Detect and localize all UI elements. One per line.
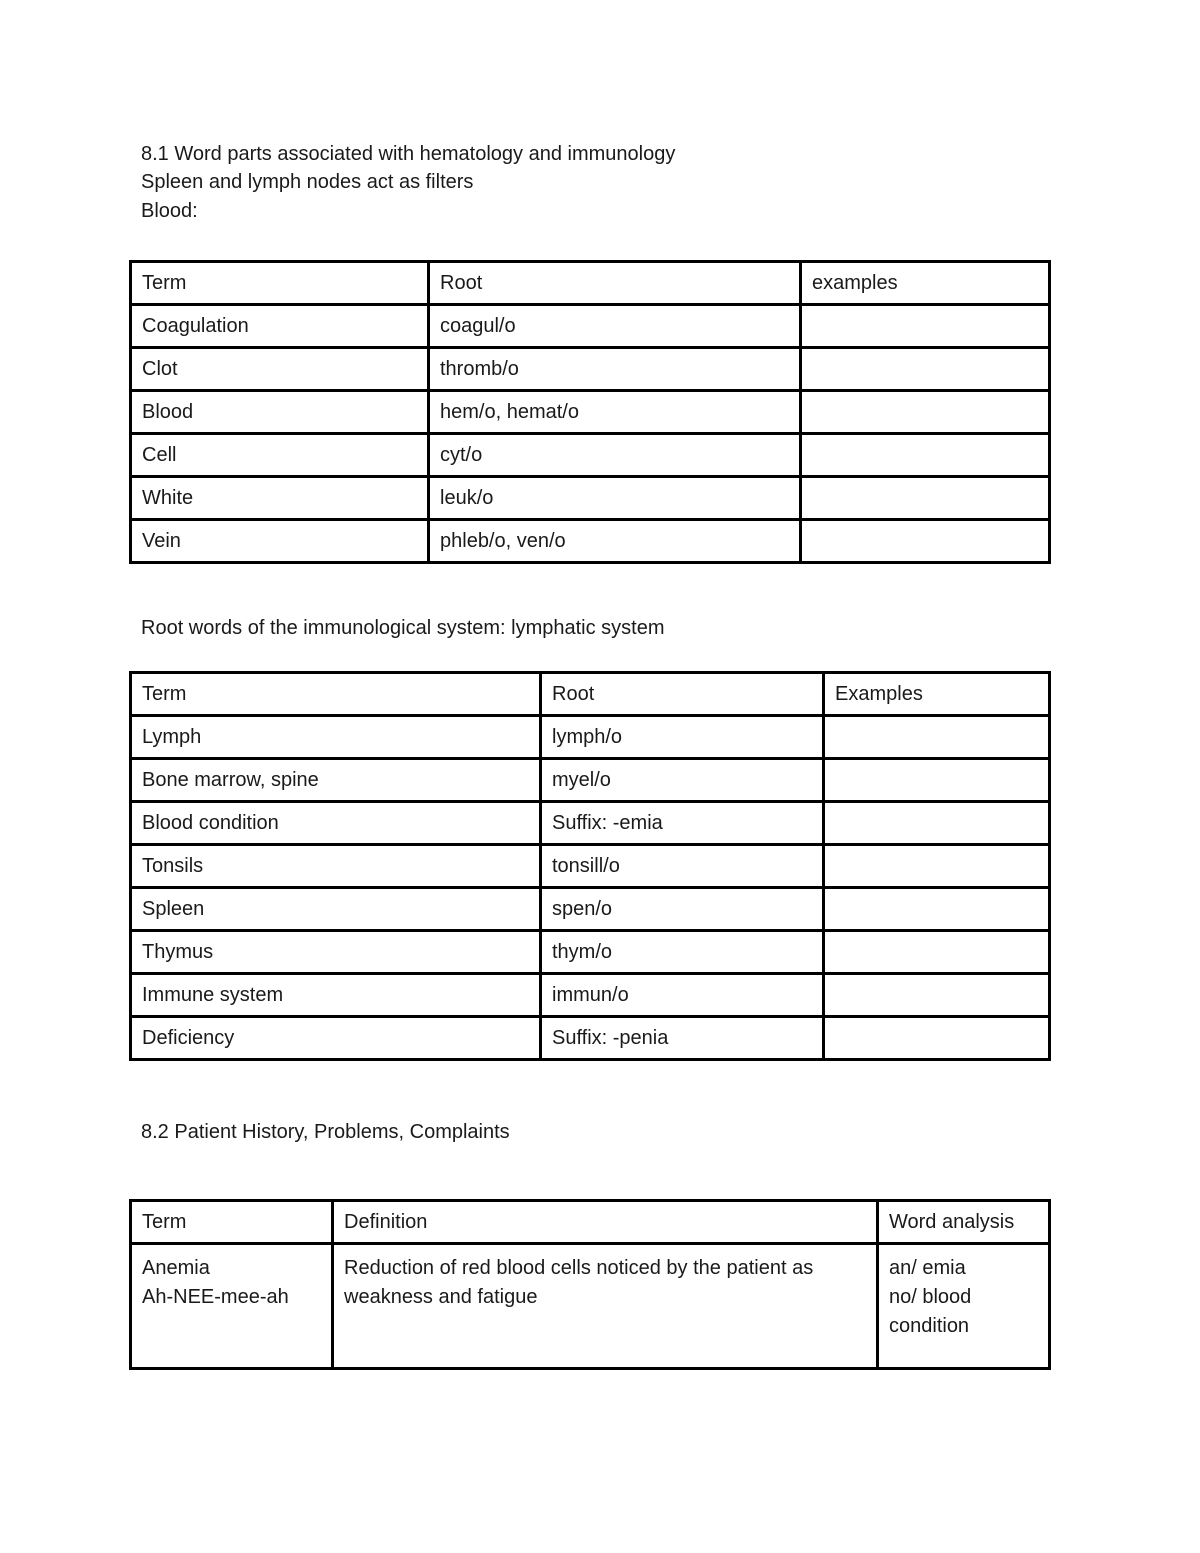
header-examples: examples <box>801 262 1050 305</box>
subtitle: Spleen and lymph nodes act as filters <box>141 171 474 193</box>
cell-examples <box>824 931 1050 974</box>
cell-examples <box>824 888 1050 931</box>
cell-term: Bone marrow, spine <box>131 759 541 802</box>
cell-examples <box>801 305 1050 348</box>
cell-root: myel/o <box>541 759 824 802</box>
cell-term: Spleen <box>131 888 541 931</box>
table-row <box>131 888 1050 931</box>
cell-root: phleb/o, ven/o <box>429 520 801 563</box>
cell-root: Suffix: -emia <box>541 802 824 845</box>
analysis-line: no/ blood condition <box>889 1286 972 1337</box>
cell-examples <box>824 1017 1050 1060</box>
term-name: Anemia <box>142 1257 210 1279</box>
table-header-row <box>131 1201 1050 1244</box>
cell-root: coagul/o <box>429 305 801 348</box>
cell-term: Clot <box>131 348 429 391</box>
cell-root: Suffix: -penia <box>541 1017 824 1060</box>
cell-root: thym/o <box>541 931 824 974</box>
cell-examples <box>801 477 1050 520</box>
cell-definition: Reduction of red blood cells noticed by the patient as weakness and fatigue <box>333 1244 878 1369</box>
header-term: Term <box>131 1201 333 1244</box>
section-title: 8.1 Word parts associated with hematology and immunology <box>141 143 676 165</box>
cell-root: thromb/o <box>429 348 801 391</box>
cell-root: hem/o, hemat/o <box>429 391 801 434</box>
history-heading: 8.2 Patient History, Problems, Complaints <box>141 1121 510 1143</box>
analysis-line: an/ emia <box>889 1257 966 1279</box>
cell-term: Tonsils <box>131 845 541 888</box>
table-header-row <box>131 262 1050 305</box>
cell-root: immun/o <box>541 974 824 1017</box>
cell-word-analysis <box>878 1244 1050 1369</box>
cell-examples <box>801 520 1050 563</box>
header-definition: Definition <box>333 1201 878 1244</box>
lymph-roots-table <box>129 671 1051 1061</box>
table-row <box>131 974 1050 1017</box>
cell-root: cyt/o <box>429 434 801 477</box>
cell-examples <box>824 845 1050 888</box>
header-word-analysis: Word analysis <box>878 1201 1050 1244</box>
cell-term: Cell <box>131 434 429 477</box>
cell-examples <box>824 759 1050 802</box>
header-examples: Examples <box>824 673 1050 716</box>
cell-root: tonsill/o <box>541 845 824 888</box>
lymph-heading: Root words of the immunological system: lymphatic system <box>141 617 665 639</box>
cell-examples <box>824 974 1050 1017</box>
cell-term: Vein <box>131 520 429 563</box>
table-row <box>131 520 1050 563</box>
table-row <box>131 931 1050 974</box>
cell-examples <box>824 716 1050 759</box>
table-row <box>131 1017 1050 1060</box>
blood-roots-table <box>129 260 1051 564</box>
cell-examples <box>824 802 1050 845</box>
cell-term: Lymph <box>131 716 541 759</box>
header-term: Term <box>131 673 541 716</box>
table-row <box>131 759 1050 802</box>
cell-term: Immune system <box>131 974 541 1017</box>
table-row <box>131 434 1050 477</box>
cell-root: leuk/o <box>429 477 801 520</box>
cell-term <box>131 1244 333 1369</box>
header-root: Root <box>541 673 824 716</box>
cell-examples <box>801 434 1050 477</box>
table-row <box>131 477 1050 520</box>
cell-term: Blood <box>131 391 429 434</box>
cell-term: White <box>131 477 429 520</box>
term-pronunciation: Ah-NEE-mee-ah <box>142 1286 289 1308</box>
table-header-row <box>131 673 1050 716</box>
patient-history-table <box>129 1199 1051 1370</box>
cell-root: spen/o <box>541 888 824 931</box>
table-row <box>131 802 1050 845</box>
cell-term: Thymus <box>131 931 541 974</box>
table-row <box>131 1244 1050 1369</box>
cell-term: Deficiency <box>131 1017 541 1060</box>
table-row <box>131 305 1050 348</box>
cell-term: Coagulation <box>131 305 429 348</box>
cell-root: lymph/o <box>541 716 824 759</box>
cell-examples <box>801 391 1050 434</box>
table-row <box>131 391 1050 434</box>
cell-examples <box>801 348 1050 391</box>
table-row <box>131 716 1050 759</box>
table-row <box>131 348 1050 391</box>
blood-label: Blood: <box>141 200 198 222</box>
header-root: Root <box>429 262 801 305</box>
table-row <box>131 845 1050 888</box>
cell-term: Blood condition <box>131 802 541 845</box>
header-term: Term <box>131 262 429 305</box>
